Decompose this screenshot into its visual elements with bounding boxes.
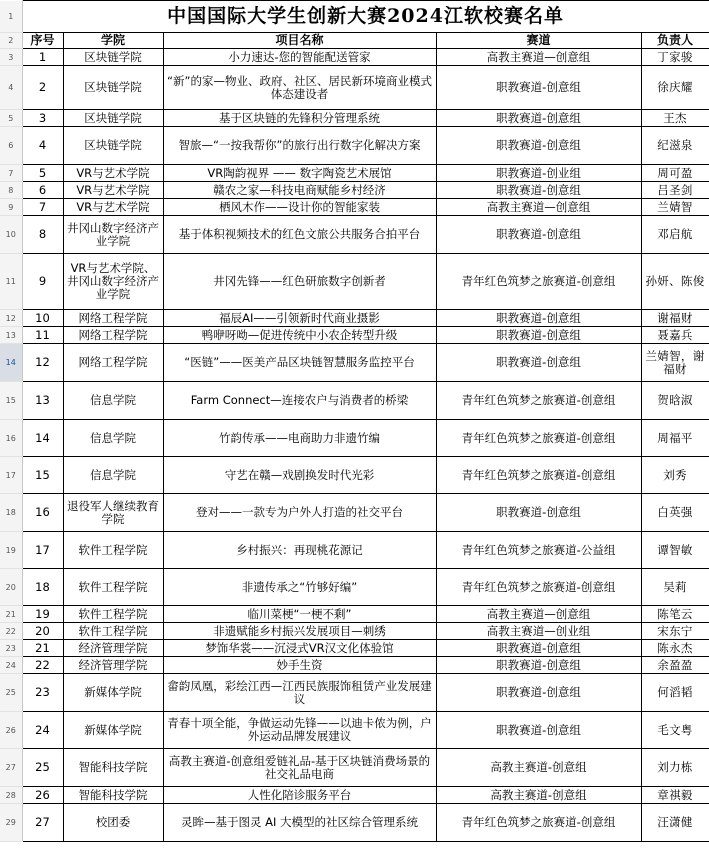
table-row	[0, 49, 709, 66]
cell-college[interactable]: VR与艺术学院	[63, 199, 163, 216]
row-header[interactable]: 21	[0, 606, 22, 623]
table-row	[0, 674, 709, 712]
cell-leader[interactable]: 余盈盈	[641, 657, 709, 674]
cell-track[interactable]: 职教赛道-创意组	[436, 344, 641, 382]
cell-leader[interactable]: 谭智敏	[641, 532, 709, 569]
cell-seq[interactable]: 15	[22, 457, 63, 494]
cell-track[interactable]: 高教主赛道-创意组	[436, 749, 641, 787]
cell-project[interactable]: 竹韵传承——电商助力非遗竹编	[163, 420, 436, 457]
cell-college[interactable]: 软件工程学院	[63, 569, 163, 606]
cell-college[interactable]: 经济管理学院	[63, 657, 163, 674]
cell-college[interactable]: 区块链学院	[63, 49, 163, 66]
cell-college[interactable]: VR与艺术学院、井冈山数字经济产业学院	[63, 254, 163, 310]
table-row	[0, 606, 709, 623]
cell-leader[interactable]: 刘秀	[641, 457, 709, 494]
table-row	[0, 569, 709, 606]
cell-seq[interactable]: 19	[22, 606, 63, 623]
table-row	[0, 310, 709, 327]
table-row	[0, 344, 709, 382]
cell-project[interactable]: 青春十项全能，争做运动先锋——以迪卡侬为例，户外运动品牌发展建议	[163, 712, 436, 749]
table-row	[0, 420, 709, 457]
cell-leader[interactable]: 刘力栋	[641, 749, 709, 787]
cell-college[interactable]: 经济管理学院	[63, 640, 163, 657]
cell-college[interactable]: 新媒体学院	[63, 712, 163, 749]
cell-college[interactable]: 软件工程学院	[63, 623, 163, 640]
cell-project[interactable]: 梦饰华裳——沉浸式VR汉文化体验馆	[163, 640, 436, 657]
row-header[interactable]: 25	[0, 674, 22, 712]
cell-leader[interactable]: 周可盈	[641, 165, 709, 182]
row-header[interactable]: 6	[0, 127, 22, 165]
cell-project[interactable]: 乡村振兴：再现桃花源记	[163, 532, 436, 569]
cell-track[interactable]: 职教赛道-创意组	[436, 110, 641, 127]
column-header-row	[0, 33, 709, 49]
cell-track[interactable]: 高教主赛道—创意组	[436, 49, 641, 66]
cell-seq[interactable]: 20	[22, 623, 63, 640]
cell-track[interactable]: 职教赛道-创业组	[436, 165, 641, 182]
row-header[interactable]: 16	[0, 420, 22, 457]
cell-project[interactable]: 守艺在赣—戏剧换发时代光彩	[163, 457, 436, 494]
cell-track[interactable]: 职教赛道-创意组	[436, 640, 641, 657]
cell-project[interactable]: 基于体积视频技术的红色文旅公共服务合拍平台	[163, 216, 436, 254]
row-header[interactable]: 11	[0, 254, 22, 310]
cell-seq[interactable]: 25	[22, 749, 63, 787]
table-row	[0, 382, 709, 420]
cell-college[interactable]: 井冈山数字经济产业学院	[63, 216, 163, 254]
cell-seq[interactable]: 1	[22, 49, 63, 66]
cell-track[interactable]: 职教赛道-创意组	[436, 657, 641, 674]
row-header[interactable]: 12	[0, 310, 22, 327]
cell-track[interactable]: 职教赛道-创意组	[436, 327, 641, 344]
cell-college[interactable]: VR与艺术学院	[63, 182, 163, 199]
cell-track[interactable]: 青年红色筑梦之旅赛道-公益组	[436, 532, 641, 569]
cell-track[interactable]: 青年红色筑梦之旅赛道-创意组	[436, 457, 641, 494]
row-header[interactable]: 15	[0, 382, 22, 420]
cell-leader[interactable]: 汪潇健	[641, 804, 709, 842]
table-row	[0, 110, 709, 127]
cell-leader[interactable]: 王杰	[641, 110, 709, 127]
cell-track[interactable]: 职教赛道-创意组	[436, 216, 641, 254]
cell-project[interactable]: 栖风木作——设计你的智能家装	[163, 199, 436, 216]
row-header[interactable]: 4	[0, 66, 22, 110]
cell-track[interactable]: 职教赛道-创意组	[436, 127, 641, 165]
table-row	[0, 532, 709, 569]
row-header[interactable]: 22	[0, 623, 22, 640]
cell-track[interactable]: 职教赛道-创意组	[436, 494, 641, 532]
cell-project[interactable]: 基于区块链的先锋积分管理系统	[163, 110, 436, 127]
cell-seq[interactable]: 6	[22, 182, 63, 199]
row-header[interactable]: 23	[0, 640, 22, 657]
cell-leader[interactable]: 陈永杰	[641, 640, 709, 657]
cell-project[interactable]: 妙手生资	[163, 657, 436, 674]
cell-seq[interactable]: 3	[22, 110, 63, 127]
table-row	[0, 457, 709, 494]
cell-leader[interactable]: 周福平	[641, 420, 709, 457]
row-header[interactable]: 27	[0, 749, 22, 787]
row-header[interactable]: 3	[0, 49, 22, 66]
header-project[interactable]: 项目名称	[163, 33, 436, 49]
table-row	[0, 216, 709, 254]
row-header[interactable]: 7	[0, 165, 22, 182]
row-header[interactable]: 20	[0, 569, 22, 606]
cell-college[interactable]: 网络工程学院	[63, 310, 163, 327]
row-header[interactable]: 28	[0, 787, 22, 804]
row-header[interactable]: 2	[0, 33, 22, 49]
cell-college[interactable]: 网络工程学院	[63, 327, 163, 344]
table-row	[0, 327, 709, 344]
table-row	[0, 804, 709, 842]
table-row	[0, 199, 709, 216]
cell-track[interactable]: 职教赛道-创意组	[436, 674, 641, 712]
row-header[interactable]: 24	[0, 657, 22, 674]
cell-track[interactable]: 职教赛道-创意组	[436, 712, 641, 749]
cell-leader[interactable]: 白英强	[641, 494, 709, 532]
row-header[interactable]: 9	[0, 199, 22, 216]
cell-track[interactable]: 职教赛道-创意组	[436, 310, 641, 327]
cell-track[interactable]: 青年红色筑梦之旅赛道-创意组	[436, 382, 641, 420]
table-row	[0, 494, 709, 532]
table-row	[0, 657, 709, 674]
cell-track[interactable]: 高教主赛道—创意组	[436, 606, 641, 623]
cell-college[interactable]: 区块链学院	[63, 127, 163, 165]
cell-project[interactable]: 福辰AI——引领新时代商业摄影	[163, 310, 436, 327]
cell-seq[interactable]: 26	[22, 787, 63, 804]
cell-project[interactable]: Farm Connect—连接农户与消费者的桥梁	[163, 382, 436, 420]
row-header[interactable]: 26	[0, 712, 22, 749]
cell-seq[interactable]: 10	[22, 310, 63, 327]
cell-seq[interactable]: 21	[22, 640, 63, 657]
cell-project[interactable]: “新”的家—物业、政府、社区、居民新环境商业模式体态建设者	[163, 66, 436, 110]
cell-college[interactable]: 网络工程学院	[63, 344, 163, 382]
cell-leader[interactable]: 何滔韬	[641, 674, 709, 712]
table-row	[0, 749, 709, 787]
row-header[interactable]: 29	[0, 804, 22, 842]
cell-leader[interactable]: 陈笔云	[641, 606, 709, 623]
cell-seq[interactable]: 17	[22, 532, 63, 569]
header-seq[interactable]: 序号	[22, 33, 63, 49]
cell-college[interactable]: 智能科技学院	[63, 787, 163, 804]
cell-college[interactable]: VR与艺术学院	[63, 165, 163, 182]
table-row	[0, 712, 709, 749]
cell-project[interactable]: 非遗传承之“竹够好编”	[163, 569, 436, 606]
cell-leader[interactable]: 丁家骏	[641, 49, 709, 66]
cell-leader[interactable]: 谢福财	[641, 310, 709, 327]
table-row	[0, 66, 709, 110]
cell-leader[interactable]: 毛文粤	[641, 712, 709, 749]
cell-college[interactable]: 新媒体学院	[63, 674, 163, 712]
cell-track[interactable]: 青年红色筑梦之旅赛道-创意组	[436, 569, 641, 606]
cell-leader[interactable]: 聂嘉兵	[641, 327, 709, 344]
row-header[interactable]: 17	[0, 457, 22, 494]
cell-leader[interactable]: 兰婧智	[641, 199, 709, 216]
cell-seq[interactable]: 14	[22, 420, 63, 457]
cell-leader[interactable]: 孙妍、陈俊	[641, 254, 709, 310]
table-row	[0, 623, 709, 640]
cell-project[interactable]: 灵眸—基于图灵 AI 大模型的社区综合管理系统	[163, 804, 436, 842]
table-row	[0, 787, 709, 804]
cell-project[interactable]: 智旅—“一按我帮你”的旅行出行数字化解决方案	[163, 127, 436, 165]
cell-college[interactable]: 校团委	[63, 804, 163, 842]
cell-track[interactable]: 职教赛道-创意组	[436, 66, 641, 110]
cell-college[interactable]: 软件工程学院	[63, 532, 163, 569]
table-body	[0, 1, 709, 842]
cell-track[interactable]: 高教主赛道-创意组	[436, 787, 641, 804]
cell-project[interactable]: 临川菜梗“一梗不剩”	[163, 606, 436, 623]
table-row	[0, 182, 709, 199]
cell-project[interactable]: 井冈先锋——红色研旅数字创新者	[163, 254, 436, 310]
cell-project[interactable]: VR陶韵视界 —— 数字陶瓷艺术展馆	[163, 165, 436, 182]
table-row	[0, 254, 709, 310]
cell-track[interactable]: 青年红色筑梦之旅赛道-创意组	[436, 254, 641, 310]
sheet-title[interactable]: 中国国际大学生创新大赛2024江软校赛名单	[22, 1, 709, 33]
row-header[interactable]: 14	[0, 344, 22, 382]
cell-project[interactable]: 人性化陪诊服务平台	[163, 787, 436, 804]
table-row	[0, 165, 709, 182]
cell-project[interactable]: 非遗赋能乡村振兴发展项目—刺绣	[163, 623, 436, 640]
cell-track[interactable]: 青年红色筑梦之旅赛道-创意组	[436, 804, 641, 842]
row-header[interactable]: 1	[0, 1, 22, 33]
cell-seq[interactable]: 16	[22, 494, 63, 532]
header-leader[interactable]: 负责人	[641, 33, 709, 49]
cell-college[interactable]: 区块链学院	[63, 66, 163, 110]
row-header[interactable]: 5	[0, 110, 22, 127]
cell-project[interactable]: 小力速达-您的智能配送管家	[163, 49, 436, 66]
cell-project[interactable]: “医链”——医美产品区块链智慧服务监控平台	[163, 344, 436, 382]
cell-leader[interactable]: 邓启航	[641, 216, 709, 254]
cell-leader[interactable]: 徐庆耀	[641, 66, 709, 110]
cell-leader[interactable]: 章祺毅	[641, 787, 709, 804]
cell-seq[interactable]: 12	[22, 344, 63, 382]
cell-leader[interactable]: 吴莉	[641, 569, 709, 606]
cell-college[interactable]: 软件工程学院	[63, 606, 163, 623]
cell-track[interactable]: 高教主赛道—创业组	[436, 623, 641, 640]
cell-seq[interactable]: 5	[22, 165, 63, 182]
cell-seq[interactable]: 24	[22, 712, 63, 749]
row-header[interactable]: 18	[0, 494, 22, 532]
header-college[interactable]: 学院	[63, 33, 163, 49]
cell-project[interactable]: 登对——一款专为户外人打造的社交平台	[163, 494, 436, 532]
row-header[interactable]: 8	[0, 182, 22, 199]
cell-leader[interactable]: 宋东宁	[641, 623, 709, 640]
cell-leader[interactable]: 兰婧智，谢福财	[641, 344, 709, 382]
cell-track[interactable]: 职教赛道-创意组	[436, 182, 641, 199]
cell-seq[interactable]: 22	[22, 657, 63, 674]
row-header[interactable]: 19	[0, 532, 22, 569]
cell-project[interactable]: 畲韵凤凰，彩绘江西—江西民族服饰租赁产业发展建议	[163, 674, 436, 712]
cell-seq[interactable]: 23	[22, 674, 63, 712]
cell-track[interactable]: 高教主赛道—创意组	[436, 199, 641, 216]
cell-seq[interactable]: 18	[22, 569, 63, 606]
cell-seq[interactable]: 7	[22, 199, 63, 216]
cell-track[interactable]: 青年红色筑梦之旅赛道-创意组	[436, 420, 641, 457]
cell-project[interactable]: 赣农之家—科技电商赋能乡村经济	[163, 182, 436, 199]
row-header[interactable]: 10	[0, 216, 22, 254]
table-row	[0, 640, 709, 657]
cell-project[interactable]: 高教主赛道-创意组爱链礼品-基于区块链消费场景的社交礼品电商	[163, 749, 436, 787]
row-header[interactable]: 13	[0, 327, 22, 344]
table-row	[0, 127, 709, 165]
cell-college[interactable]: 退役军人继续教育学院	[63, 494, 163, 532]
cell-seq[interactable]: 2	[22, 66, 63, 110]
cell-leader[interactable]: 吕圣剑	[641, 182, 709, 199]
cell-seq[interactable]: 13	[22, 382, 63, 420]
cell-college[interactable]: 信息学院	[63, 457, 163, 494]
cell-seq[interactable]: 4	[22, 127, 63, 165]
cell-college[interactable]: 信息学院	[63, 382, 163, 420]
cell-leader[interactable]: 贺晗淑	[641, 382, 709, 420]
cell-college[interactable]: 信息学院	[63, 420, 163, 457]
cell-college[interactable]: 区块链学院	[63, 110, 163, 127]
title-row	[0, 1, 709, 33]
cell-seq[interactable]: 27	[22, 804, 63, 842]
cell-seq[interactable]: 9	[22, 254, 63, 310]
cell-leader[interactable]: 纪滋泉	[641, 127, 709, 165]
header-track[interactable]: 赛道	[436, 33, 641, 49]
cell-college[interactable]: 智能科技学院	[63, 749, 163, 787]
cell-project[interactable]: 鸭咿呀呦—促进传统中小农企转型升级	[163, 327, 436, 344]
cell-seq[interactable]: 11	[22, 327, 63, 344]
cell-seq[interactable]: 8	[22, 216, 63, 254]
